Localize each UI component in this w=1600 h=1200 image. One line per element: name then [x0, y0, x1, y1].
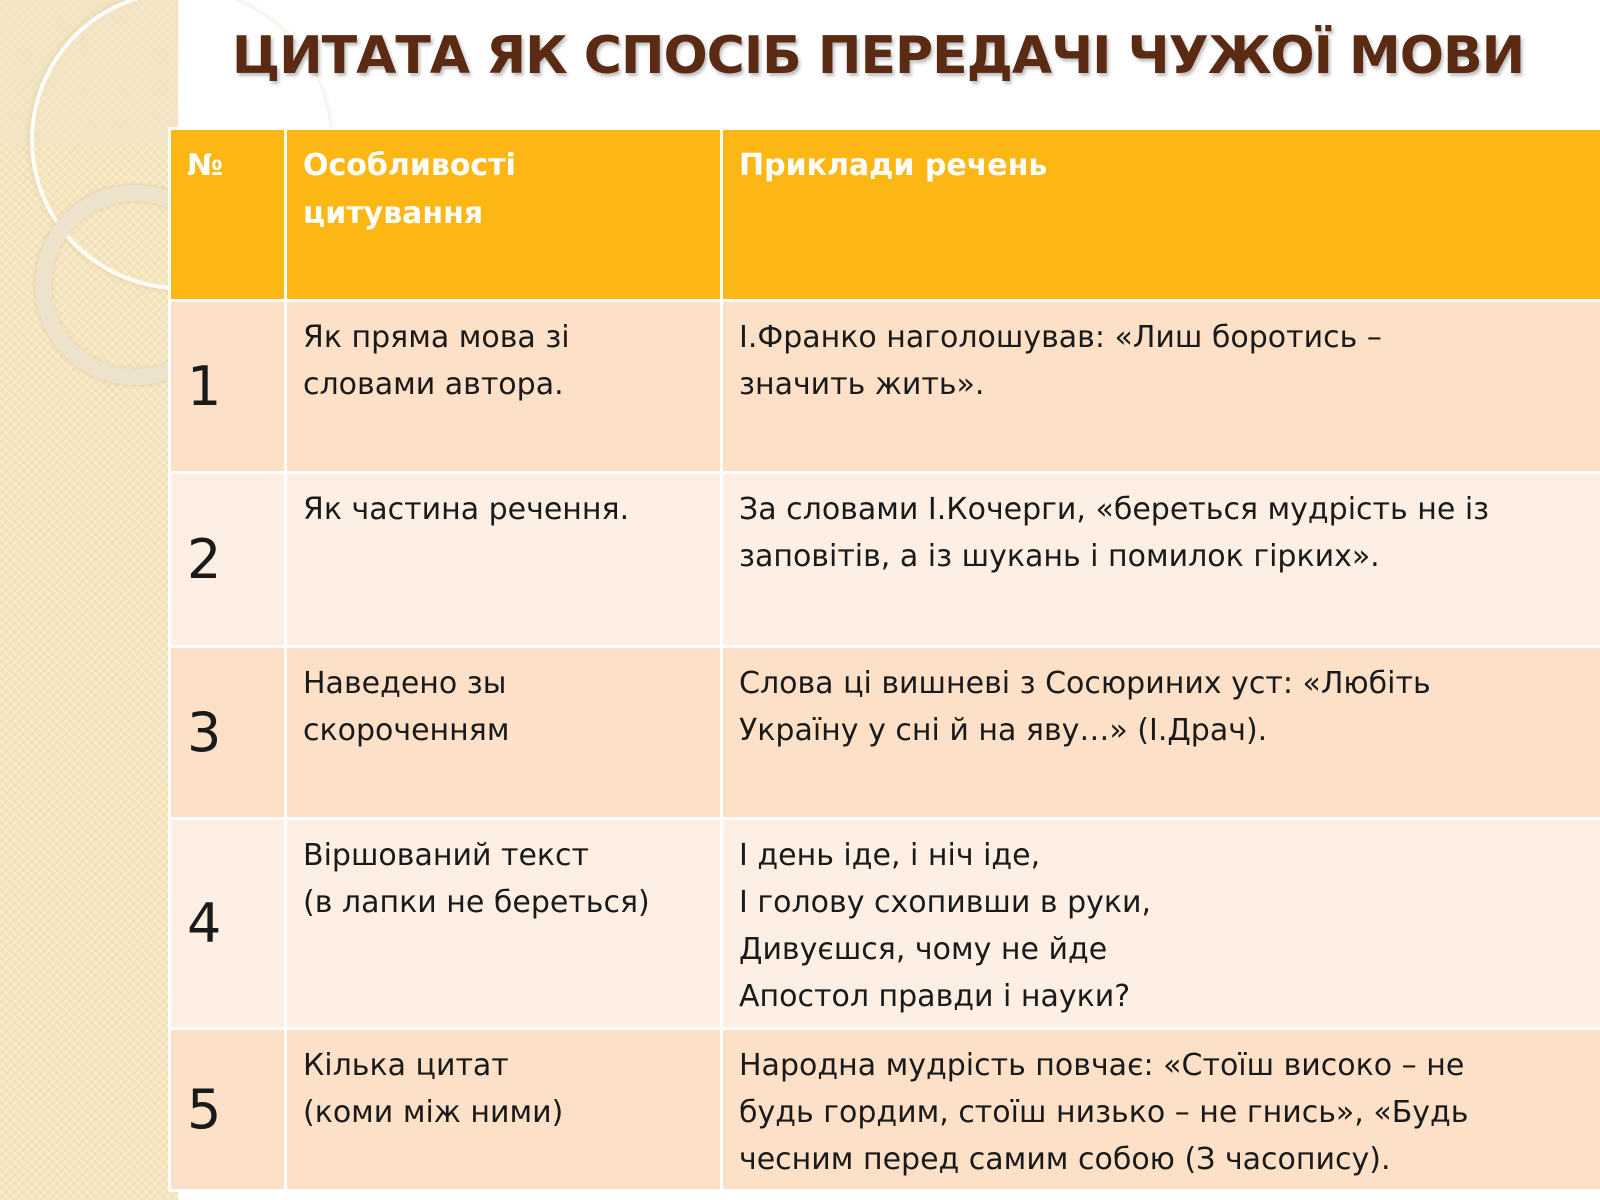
row-feature	[286, 473, 722, 647]
table-row	[170, 1029, 1600, 1191]
example-line: Дивуєшся, чому не йде	[739, 932, 1108, 967]
quotation-table	[168, 127, 1600, 1192]
feature-line: Як пряма мова зі	[303, 320, 570, 355]
row-feature	[286, 647, 722, 819]
example-line: І голову схопивши в руки,	[739, 885, 1152, 920]
feature-line: словами автора.	[303, 367, 564, 402]
row-example	[722, 1029, 1600, 1191]
table-row	[170, 819, 1600, 1029]
table-row	[170, 647, 1600, 819]
example-line: заповітів, а із шукань і помилок гірких».	[739, 539, 1380, 574]
row-number: 1	[170, 301, 286, 473]
example-line: чесним перед самим собою (З часопису).	[739, 1142, 1391, 1177]
table-header-row	[170, 129, 1600, 301]
example-line: Апостол правди і науки?	[739, 979, 1131, 1014]
example-line: Слова ці вишневі з Сосюриних уст: «Любіть	[739, 666, 1431, 701]
header-features	[286, 129, 722, 301]
feature-line: (коми між ними)	[303, 1095, 564, 1130]
row-example	[722, 301, 1600, 473]
row-number: 3	[170, 647, 286, 819]
example-line: За словами І.Кочерги, «береться мудрість не із	[739, 492, 1490, 527]
row-feature	[286, 1029, 722, 1191]
row-number: 2	[170, 473, 286, 647]
example-line: значить жить».	[739, 367, 985, 402]
row-example	[722, 647, 1600, 819]
example-line: Україну у сні й на яву…» (І.Драч).	[739, 713, 1268, 748]
header-features-line: цитування	[303, 196, 484, 231]
table-row	[170, 473, 1600, 647]
row-feature	[286, 819, 722, 1029]
slide-title: ЦИТАТА ЯК СПОСІБ ПЕРЕДАЧІ ЧУЖОЇ МОВИ	[231, 26, 1525, 86]
header-examples: Приклади речень	[722, 129, 1600, 301]
example-line: І.Франко наголошував: «Лиш боротись –	[739, 320, 1382, 355]
example-line: будь гордим, стоїш низько – не гнись», «Будь	[739, 1095, 1469, 1130]
table-row	[170, 301, 1600, 473]
example-line: Народна мудрість повчає: «Стоїш високо – не	[739, 1048, 1465, 1083]
feature-line: скороченням	[303, 713, 510, 748]
example-line: І день іде, і ніч іде,	[739, 838, 1041, 873]
row-number: 5	[170, 1029, 286, 1191]
row-example	[722, 819, 1600, 1029]
feature-line: Кілька цитат	[303, 1048, 509, 1083]
row-feature	[286, 301, 722, 473]
feature-line: (в лапки не береться)	[303, 885, 650, 920]
feature-line: Віршований текст	[303, 838, 589, 873]
feature-line: Наведено зы	[303, 666, 507, 701]
header-features-line: Особливості	[303, 148, 516, 183]
row-number: 4	[170, 819, 286, 1029]
feature-line: Як частина речення.	[303, 492, 630, 527]
row-example	[722, 473, 1600, 647]
header-number: №	[170, 129, 286, 301]
